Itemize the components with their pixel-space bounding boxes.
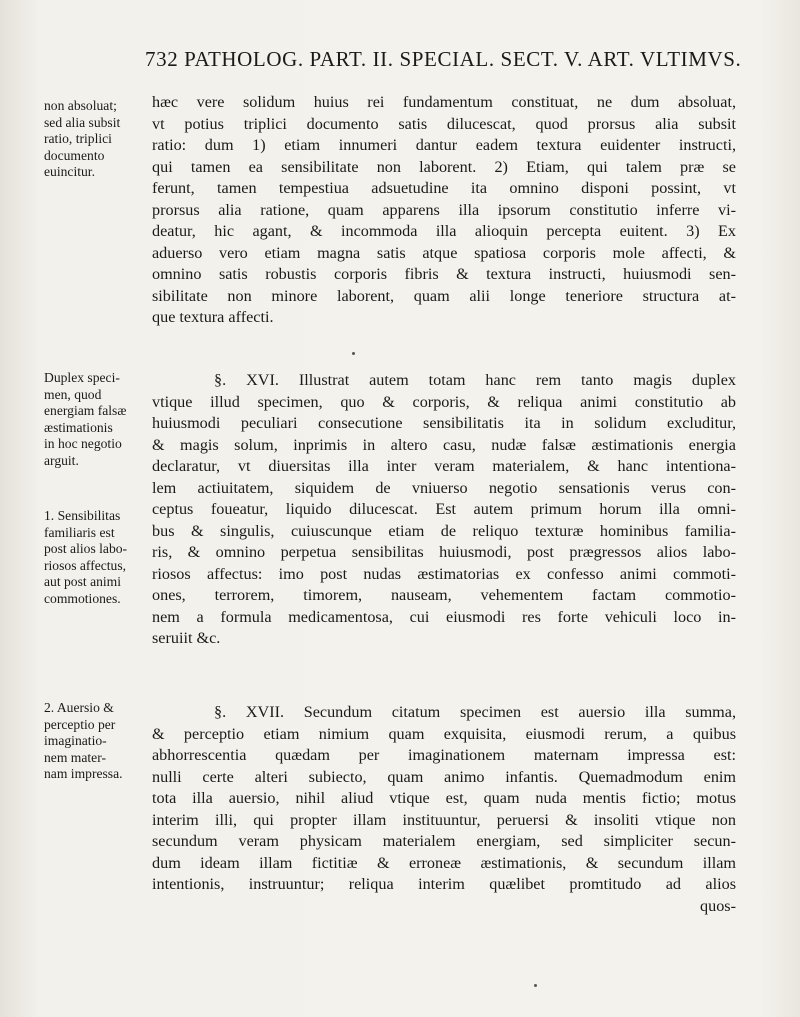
margin-note-line: aut post animi <box>44 574 122 590</box>
text-line: ferunt, tamen tempestiua adsuetudine ita omnino disponi possint, vt <box>152 179 736 197</box>
margin-note-line: arguit. <box>44 452 79 468</box>
text-line: prorsus alia ratione, quam apparens illa ipsorum constitutio inferre vi- <box>152 200 736 219</box>
text-line: riosos affectus: imo post nudas æstimatorias ex confesso animi commoti- <box>152 564 736 583</box>
margin-note-line: non absoluat; <box>44 98 117 113</box>
margin-note-line: euincitur. <box>44 164 95 180</box>
text-line: nulli certe alteri subiecto, quam animo infantis. Quemadmodum enim <box>152 767 736 786</box>
margin-note-line: 1. Sensibilitas <box>44 508 121 523</box>
text-line: seruiit &c. <box>152 629 221 647</box>
margin-note-1 <box>44 98 150 181</box>
margin-note-2 <box>44 370 150 470</box>
ink-speck <box>534 984 537 987</box>
margin-note-line: perceptio per <box>44 716 116 732</box>
text-line: declaratur, vt diuersitas illa inter veram materialem, & hanc intentiona- <box>152 457 736 475</box>
text-line: & magis solum, inprimis in altero casu, nudæ falsæ æstimationis energia <box>152 435 736 454</box>
margin-note-line: sed alia subsit <box>44 114 121 130</box>
text-line: aduerso vero etiam magna satis atque spatiosa corporis mole affecti, & <box>152 243 736 262</box>
text-line: hæc vere solidum huius rei fundamentum constituat, ne dum absoluat, <box>152 93 736 111</box>
margin-note-line: energiam falsæ <box>44 403 127 419</box>
margin-note-3 <box>44 508 150 608</box>
margin-note-line: familiaris est <box>44 524 115 540</box>
text-line: nem a formula medicamentosa, cui eiusmodi res forte vehiculi loco in- <box>152 607 736 626</box>
margin-note-line: documento <box>44 147 105 163</box>
text-line: omnino satis robustis corporis fibris & textura instructi, huiusmodi sen- <box>152 265 736 283</box>
margin-note-line: nam impressa. <box>44 766 123 782</box>
paragraph-3 <box>152 702 736 917</box>
text-line: secundum veram physicam materialem energiam, sed simpliciter secun- <box>152 832 736 850</box>
text-line: deatur, hic agant, & incommoda illa alioquin percepta euitent. 3) Ex <box>152 222 736 240</box>
catchword: quos- <box>700 896 736 915</box>
text-line: ratio: dum 1) etiam innumeri dantur eadem textura euidenter instructi, <box>152 136 736 154</box>
text-line: interim illi, qui propter illam instituuntur, peruersi & insoliti vtique non <box>152 810 736 829</box>
margin-note-line: in hoc negotio <box>44 436 122 452</box>
margin-note-line: commotiones. <box>44 590 121 606</box>
margin-note-line: 2. Auersio & <box>44 700 114 715</box>
margin-note-line: nem mater- <box>44 749 107 765</box>
text-line: dum ideam illam fictitiæ & erroneæ æstimationis, & secundum illam <box>152 853 736 872</box>
margin-note-line: ratio, triplici <box>44 131 112 147</box>
margin-note-line: post alios labo- <box>44 541 128 557</box>
paragraph-2 <box>152 370 736 650</box>
margin-note-line: Duplex speci- <box>44 370 120 385</box>
text-line: & perceptio etiam nimium quam exquisita, eiusmodi rerum, a quibus <box>152 724 736 743</box>
text-line: qui tamen ea sensibilitate non laborent. 2) Etiam, qui talem præ se <box>152 157 736 176</box>
text-line: lem actiuitatem, siquidem de vniuerso negotio sensationis verus con- <box>152 478 736 497</box>
text-line: vtique illud specimen, quo & corporis, & reliqua animi constitutio ab <box>152 392 736 411</box>
paragraph-1 <box>152 92 736 329</box>
margin-note-line: men, quod <box>44 386 102 402</box>
text-line: tota illa auersio, nihil aliud vtique est, quam nuda mentis fictio; motus <box>152 789 736 807</box>
margin-note-line: æstimationis <box>44 419 113 435</box>
ink-speck <box>352 352 355 355</box>
text-line: ceptus foueatur, liquido dilucescat. Est autem primum horum illa omni- <box>152 500 736 518</box>
section-heading-line: §. XVII. Secundum citatum specimen est auersio illa summa, <box>214 703 736 721</box>
text-line: ones, terrorem, timorem, nauseam, vehementem factam commotio- <box>152 586 736 604</box>
text-line: sibilitate non minore laborent, quam alii longe teneriore structura at- <box>152 286 736 305</box>
margin-note-line: riosos affectus, <box>44 557 127 573</box>
margin-note-4 <box>44 700 150 783</box>
text-line: que textura affecti. <box>152 308 274 326</box>
section-heading-line: §. XVI. Illustrat autem totam hanc rem tanto magis duplex <box>214 371 736 389</box>
text-line: huiusmodi peculiari consecutione sensibilitatis ita in solidum excluditur, <box>152 414 736 432</box>
running-head: 732 PATHOLOG. PART. II. SPECIAL. SECT. V. ART. VLTIMVS. <box>145 47 742 71</box>
text-line: bus & singulis, cuiuscunque etiam de reliquo texturæ hominibus familia- <box>152 521 736 540</box>
text-line: intentionis, instruuntur; reliqua interim quælibet promtitudo ad alios <box>152 875 736 893</box>
text-line: abhorrescentia quædam per imaginationem maternam impressa est: <box>152 746 736 764</box>
margin-note-line: imaginatio- <box>44 733 107 749</box>
text-line: vt potius triplici documento satis dilucescat, quod prorsus alia subsit <box>152 114 736 133</box>
text-line: ris, & omnino perpetua sensibilitas huiusmodi, post prægressos alios labo- <box>152 543 736 561</box>
